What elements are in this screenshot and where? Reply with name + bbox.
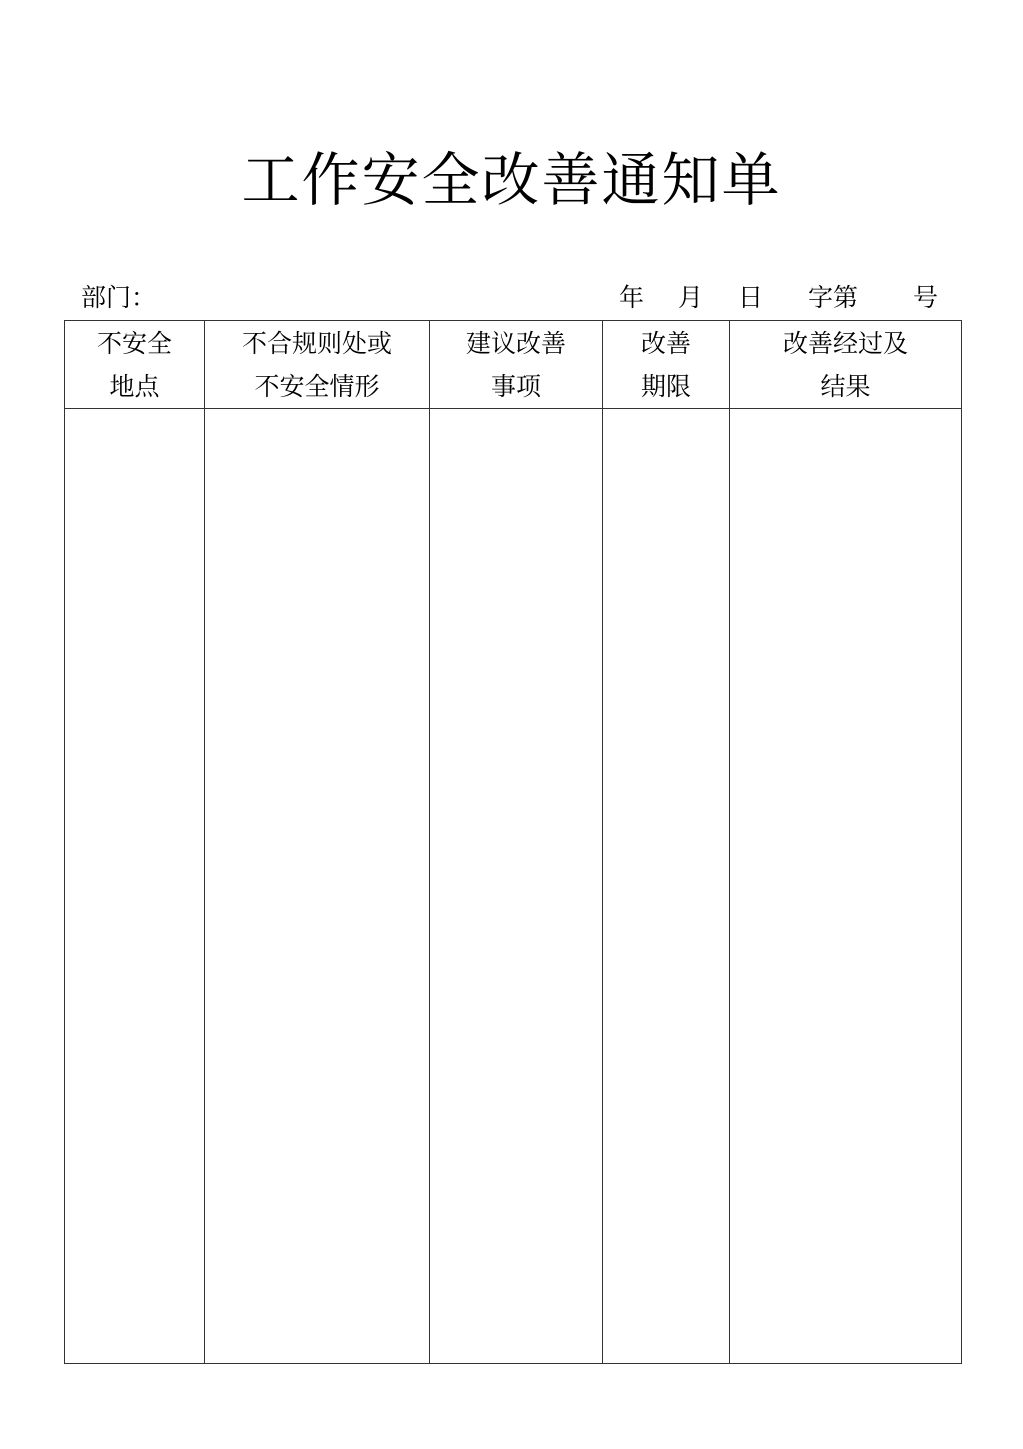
department-label: 部门：	[81, 283, 157, 312]
number-label: 号	[913, 283, 939, 312]
cell-suggestion[interactable]	[430, 409, 603, 1364]
header-unsafe-location	[65, 321, 205, 409]
day-label: 日	[738, 283, 764, 312]
improvement-table	[64, 320, 962, 1364]
header-line: 结果	[820, 371, 871, 401]
zi-di-label: 字第	[808, 283, 859, 312]
header-line: 不安全	[96, 328, 172, 358]
month-label: 月	[678, 283, 704, 312]
header-line: 改善经过及	[782, 328, 908, 358]
header-noncompliance	[205, 321, 430, 409]
header-suggestion	[430, 321, 603, 409]
document-title: 工作安全改善通知单	[241, 146, 782, 214]
table-body-row	[65, 409, 962, 1364]
header-line: 不安全情形	[254, 371, 380, 401]
table-header-row	[65, 321, 962, 409]
header-line: 事项	[490, 371, 541, 401]
header-result	[730, 321, 962, 409]
header-line: 期限	[640, 371, 691, 401]
header-line: 建议改善	[465, 328, 566, 358]
header-line: 改善	[640, 328, 691, 358]
header-deadline	[603, 321, 730, 409]
year-label: 年	[619, 283, 645, 312]
cell-deadline[interactable]	[603, 409, 730, 1364]
header-line: 地点	[109, 371, 160, 401]
cell-result[interactable]	[730, 409, 962, 1364]
header-line: 不合规则处或	[241, 328, 392, 358]
cell-noncompliance[interactable]	[205, 409, 430, 1364]
cell-unsafe-location[interactable]	[65, 409, 205, 1364]
